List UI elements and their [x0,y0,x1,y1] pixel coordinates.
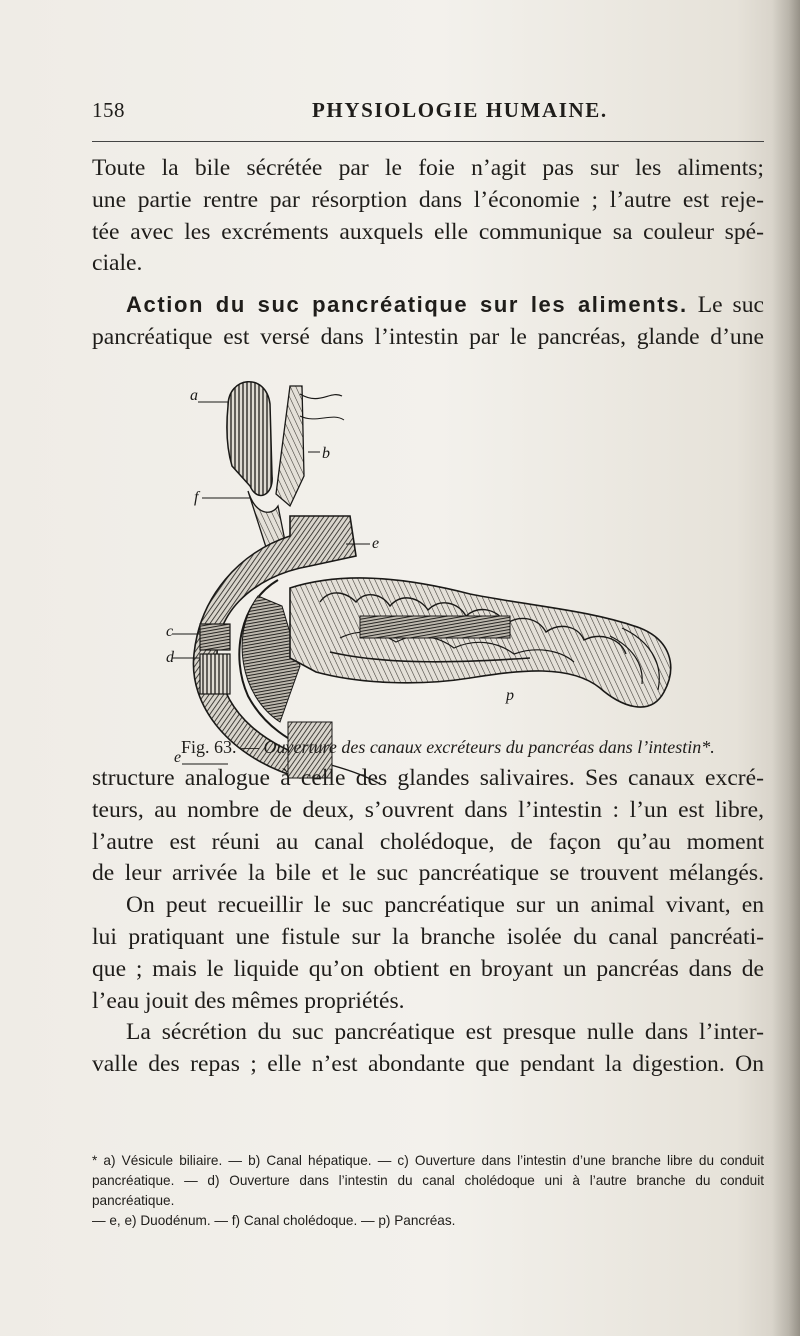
section-title: Action du suc pancréatique sur les aliments. [126,292,688,317]
section-first-line-rest: Le suc [697,292,764,318]
label-d: d [166,649,174,666]
section-first-line [92,289,764,322]
text-line: tée avec les excréments auxquels elle communique sa couleur spé- [92,218,764,245]
text-line: Toute la bile sécrétée par le foie n’agit pas sur les aliments; [92,155,764,181]
text-line: teurs, au nombre de deux, s’ouvrent dans l’intestin : l’un est libre, [92,796,764,823]
gallbladder-shape [227,382,272,496]
page-edge-shadow [772,0,800,1336]
text-line: lui pratiquant une fistule sur la branche isolée du canal pancréati- [92,923,764,950]
running-head: PHYSIOLOGIE HUMAINE. [312,98,608,122]
section-pancreatic-juice [92,289,764,354]
header-rule [92,141,764,142]
paragraph-bile [92,153,764,280]
paragraph-pancreas-structure [92,763,764,1081]
text-line: l’eau jouit des mêmes propriétés. [92,987,405,1014]
pancreas-duodenum-engraving [166,366,690,784]
page-number: 158 [92,98,125,122]
text-line: On peut recueillir le suc pancréatique sur un animal vivant, en [126,892,764,919]
text-line: La sécrétion du suc pancréatique est presque nulle dans l’inter- [126,1019,764,1046]
text-line: une partie rentre par résorption dans l’économie ; l’autre est reje- [92,186,764,213]
figure-pancreas-illustration [166,366,690,784]
label-e-bottom: e [174,749,182,766]
text-line: ciale. [92,250,143,277]
text-line: l’autre est réuni au canal cholédoque, de façon qu’au moment [92,828,764,855]
label-f: f [194,489,199,506]
label-c: c [166,623,174,640]
label-p: p [506,687,514,704]
text-line: de leur arrivée la bile et le suc pancréatique se trouvent mélangés. [92,860,764,887]
hepatic-duct-shape [276,386,304,506]
text-line: pancréatique est versé dans l’intestin par le pancréas, glande d’une [92,323,764,350]
footnote-line: * a) Vésicule biliaire. — b) Canal hépatique. — c) Ouverture dans l’intestin d’une branche libre du conduit [92,1153,764,1168]
figure-footnote [92,1151,764,1231]
figure-caption [181,737,761,758]
footnote-line: pancréatique. — d) Ouverture dans l’intestin du canal cholédoque uni à l’autre branche du conduit pancréatique. [92,1173,764,1208]
text-line: valle des repas ; elle n’est abondante que pendant la digestion. On [92,1051,764,1078]
label-a: a [190,387,198,404]
label-b: b [322,445,330,462]
label-e-top: e [372,535,380,552]
page-header [92,98,764,128]
footnote-line: — e, e) Duodénum. — f) Canal cholédoque. — p) Pancréas. [92,1213,456,1228]
duct-opening-d-shape [200,654,230,694]
text-line: structure analogue à celle des glandes salivaires. Ses canaux excré- [92,765,764,791]
figure-caption-title: Ouverture des canaux excréteurs du pancréas dans l’intestin*. [263,737,715,757]
duct-opening-c-shape [200,624,230,650]
text-line: que ; mais le liquide qu’on obtient en broyant un pancréas dans de [92,955,764,982]
figure-caption-label: Fig. 63. — [181,737,260,757]
